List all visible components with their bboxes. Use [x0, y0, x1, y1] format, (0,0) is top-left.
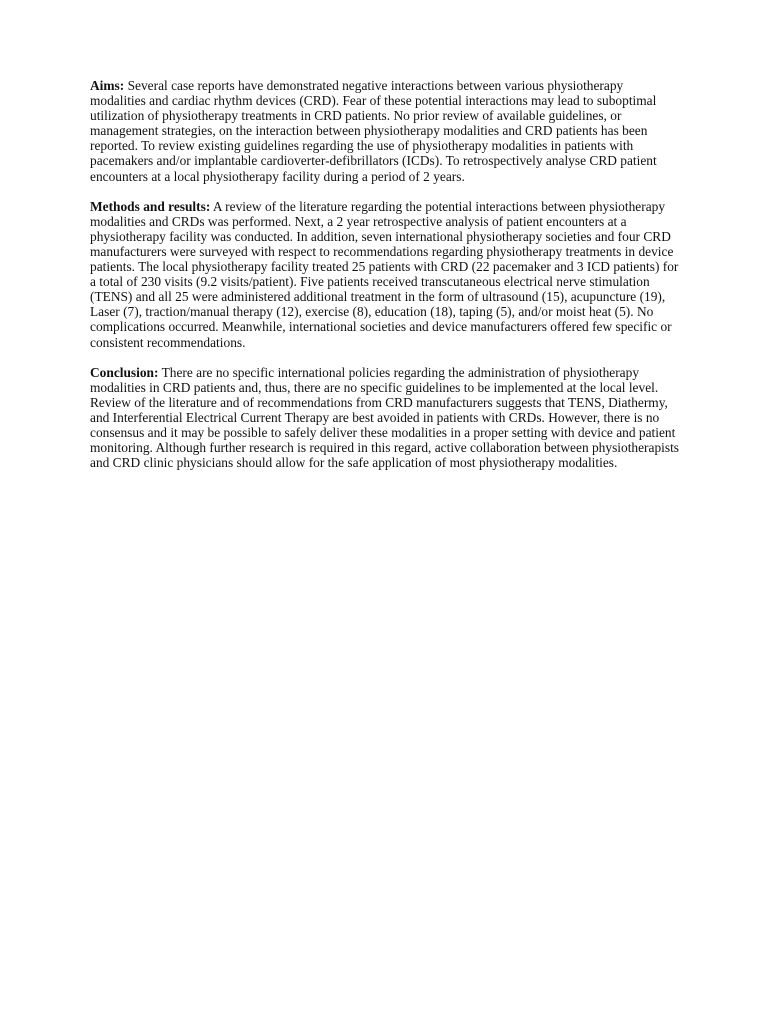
methods-text: A review of the literature regarding the potential interactions between physiotherapy modalities and CRDs was performed. Next, a 2 year retrospective analysis of patient encounters at a physiotherapy facility was conducted. In addition, seven international physiotherapy societies and four CRD manufacturers were surveyed with respect to recommendations regarding physiotherapy treatments in device patients. The local physiotherapy facility treated 25 patients with CRD (22 pacemaker and 3 ICD patients) for a total of 230 visits (9.2 visits/patient). Five patients received transcutaneous electrical nerve stimulation (TENS) and all 25 were administered additional treatment in the form of ultrasound (15), acupuncture (19), Laser (7), traction/manual therapy (12), exercise (8), education (18), taping (5), and/or moist heat (5). No complications occurred. Meanwhile, international societies and device manufacturers offered few specific or consistent recommendations. [90, 198, 679, 350]
document-page [90, 78, 680, 485]
aims-paragraph [90, 78, 680, 184]
conclusion-text: There are no specific international policies regarding the administration of physiotherapy modalities in CRD patients and, thus, there are no specific guidelines to be implemented at the local level. Review of the literature and of recommendations from CRD manufacturers suggests that TENS, Diathermy, and Interferential Electrical Current Therapy are best avoided in patients with CRDs. However, there is no consensus and it may be possible to safely deliver these modalities in a proper setting with device and patient monitoring. Although further research is required in this regard, active collaboration between physiotherapists and CRD clinic physicians should allow for the safe application of most physiotherapy modalities. [90, 364, 680, 471]
methods-paragraph [90, 199, 680, 350]
conclusion-paragraph [90, 365, 680, 471]
conclusion-heading: Conclusion: [90, 364, 159, 380]
aims-heading: Aims: [90, 78, 125, 93]
aims-text: Several case reports have demonstrated negative interactions between various physiotherapy modalities and cardiac rhythm devices (CRD). Fear of these potential interactions may lead to suboptimal utilization of physiotherapy treatments in CRD patients. No prior review of available guidelines, or management strategies, on the interaction between physiotherapy modalities and CRD patients has been reported. To review existing guidelines regarding the use of physiotherapy modalities in patients with pacemakers and/or implantable cardioverter-defibrillators (ICDs). To retrospectively analyse CRD patient encounters at a local physiotherapy facility during a period of 2 years. [90, 78, 657, 184]
methods-heading: Methods and results: [90, 198, 211, 214]
